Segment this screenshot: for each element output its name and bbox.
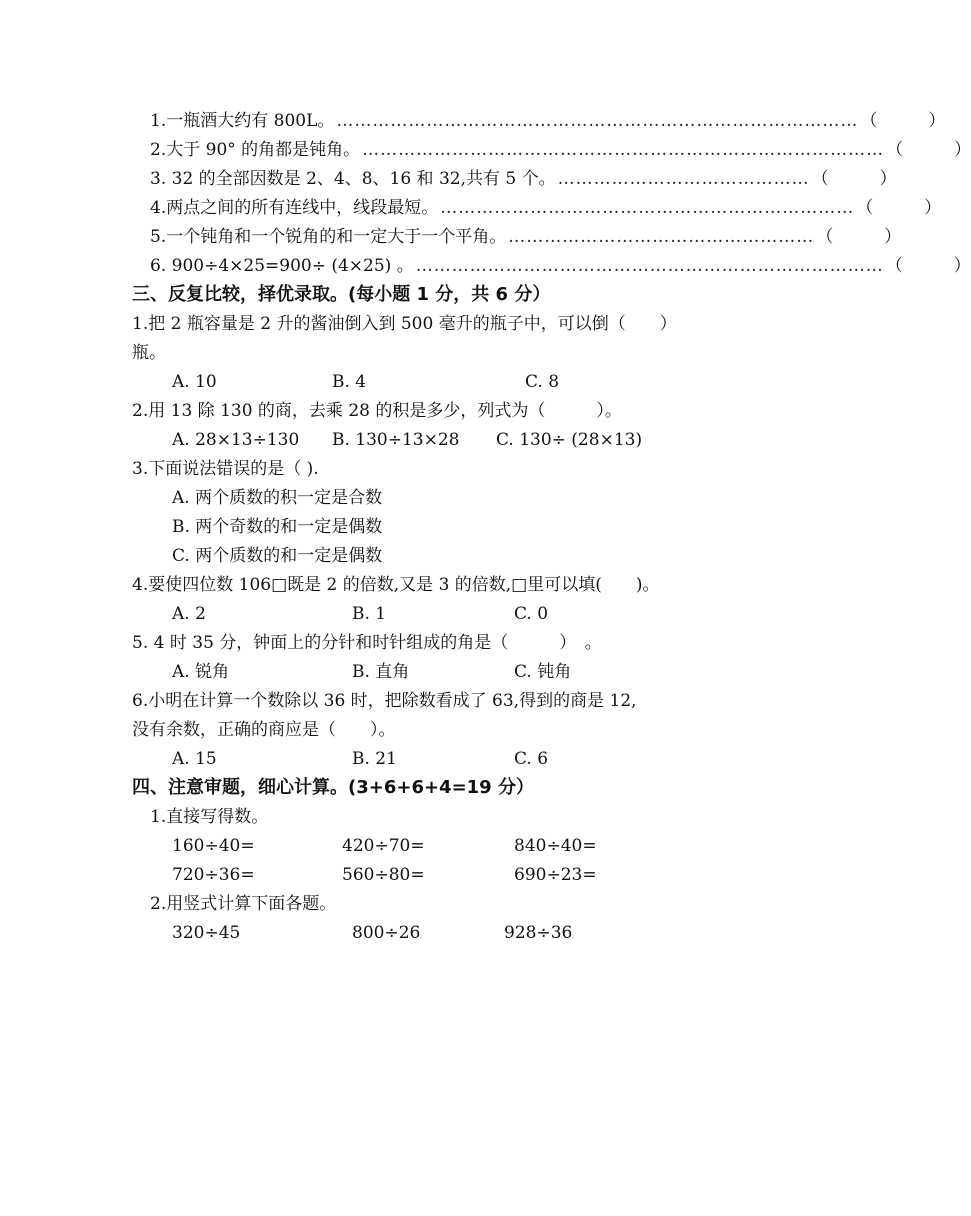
option-c[interactable]: C. 两个质数的和一定是偶数 [172,546,383,566]
answer-blank[interactable]: （ ） [860,111,946,131]
option-c[interactable]: C. 0 [514,604,549,624]
judgement-item: 4.两点之间的所有连线中，线段最短。 …………………………………………………………… （ ） [150,198,942,218]
section-title: 四、注意审题，细心计算。(3+6+6+4=19 分） [132,777,534,798]
question-text: 2.用 13 除 130 的商，去乘 28 的积是多少，列式为（ ）。 [132,401,622,421]
question-text: 没有余数，正确的商应是（ ）。 [132,720,396,740]
calc-item: 800÷26 [352,923,421,943]
calc-item: 160÷40= [172,836,255,856]
question-text: 6.小明在计算一个数除以 36 时，把除数看成了 63,得到的商是 12, [132,691,637,711]
option-a[interactable]: A. 两个质数的积一定是合数 [172,488,383,508]
judgement-item: 2.大于 90° 的角都是钝角。 …………………………………………………………………………… （ ） [150,140,971,160]
question-text: 1.把 2 瓶容量是 2 升的酱油倒入到 500 毫升的瓶子中，可以倒（ ） [132,314,677,334]
answer-blank[interactable]: （ ） [856,198,942,218]
option-c[interactable]: C. 钝角 [514,662,572,682]
calc-item: 320÷45 [172,923,241,943]
option-b[interactable]: B. 直角 [352,662,410,682]
sub-question-label: 2.用竖式计算下面各题。 [150,894,337,914]
calc-item: 840÷40= [514,836,597,856]
question-text: 5. 4 时 35 分，钟面上的分针和时针组成的角是（ ） 。 [132,633,602,653]
answer-blank[interactable]: （ ） [885,256,971,276]
judgement-item: 1.一瓶酒大约有 800L。 …………………………………………………………………………… （ ） [150,111,946,131]
question-text: 瓶。 [132,343,166,363]
judgement-item: 6. 900÷4×25=900÷ (4×25) 。 …………………………………………………………………… （ ） [150,256,971,276]
option-a[interactable]: A. 锐角 [172,662,230,682]
answer-blank[interactable]: （ ） [886,140,971,160]
option-b[interactable]: B. 130÷13×28 [332,430,460,450]
calc-item: 560÷80= [342,865,425,885]
option-a[interactable]: A. 10 [172,372,217,392]
option-a[interactable]: A. 28×13÷130 [172,430,300,450]
judgement-item: 5.一个钝角和一个锐角的和一定大于一个平角。 …………………………………………… （ ） [150,227,902,247]
option-b[interactable]: B. 1 [352,604,387,624]
answer-blank[interactable]: （ ） [811,169,897,189]
calc-item: 928÷36 [504,923,573,943]
judgement-item: 3. 32 的全部因数是 2、4、8、16 和 32,共有 5 个。 …………………………………… （ ） [150,169,897,189]
option-c[interactable]: C. 8 [525,372,560,392]
sub-question-label: 1.直接写得数。 [150,807,269,827]
option-c[interactable]: C. 130÷ (28×13) [496,430,643,450]
question-text: 3.下面说法错误的是（ ). [132,459,319,479]
option-b[interactable]: B. 21 [352,749,397,769]
calc-item: 420÷70= [342,836,425,856]
option-a[interactable]: A. 15 [172,749,217,769]
option-b[interactable]: B. 4 [332,372,367,392]
calc-item: 720÷36= [172,865,255,885]
question-text: 4.要使四位数 106□既是 2 的倍数,又是 3 的倍数,□里可以填( )。 [132,575,660,595]
option-b[interactable]: B. 两个奇数的和一定是偶数 [172,517,383,537]
option-c[interactable]: C. 6 [514,749,549,769]
section-title: 三、反复比较，择优录取。(每小题 1 分，共 6 分） [132,284,551,305]
option-a[interactable]: A. 2 [172,604,206,624]
calc-item: 690÷23= [514,865,597,885]
answer-blank[interactable]: （ ） [816,227,902,247]
